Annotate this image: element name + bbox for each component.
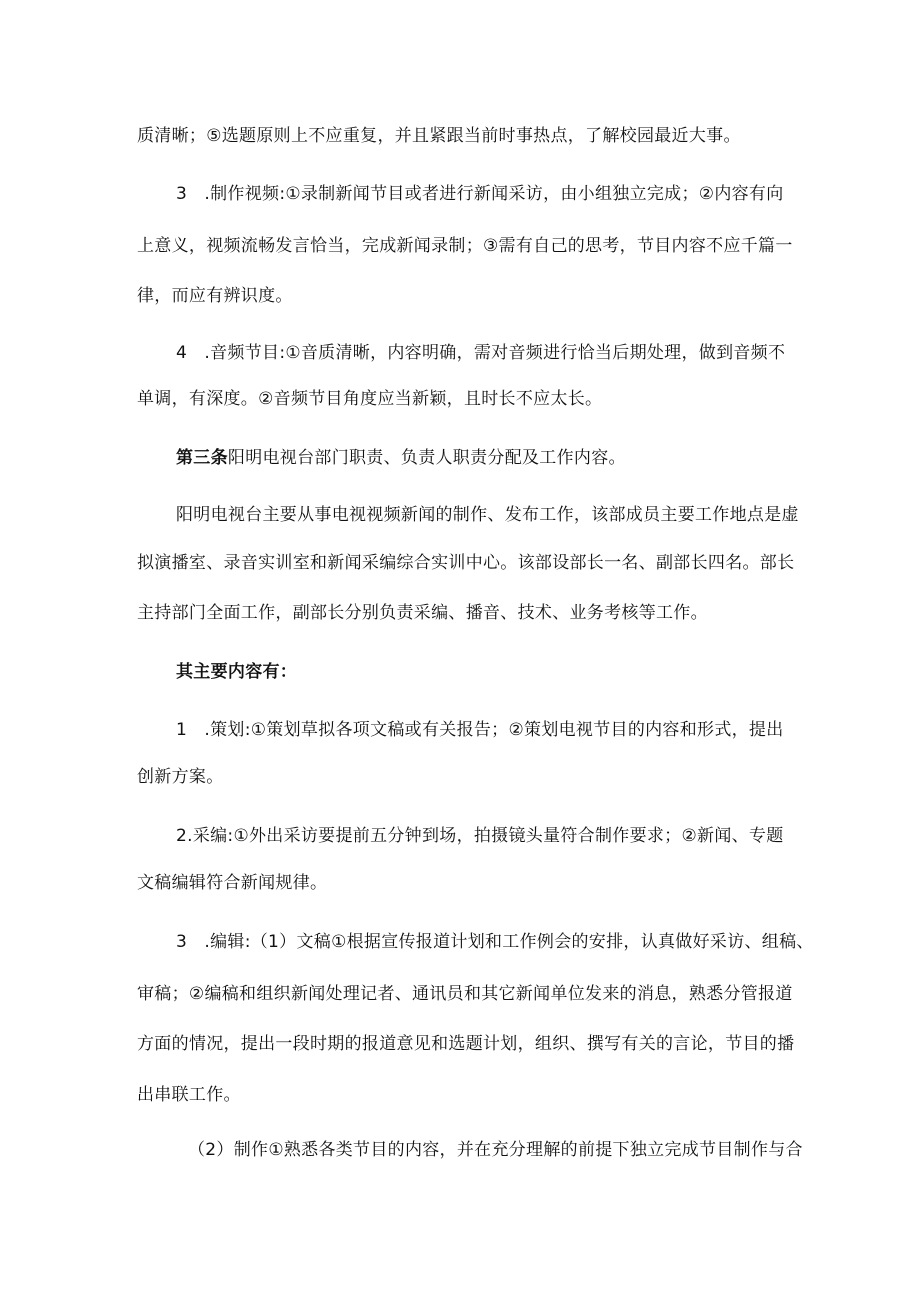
- text-line: 主持部门全面工作，副部长分别负责采编、播音、技术、业务考核等工作。: [137, 603, 708, 623]
- text-line: 拟演播室、录音实训室和新闻采编综合实训中心。该部设部长一名、副部长四名。部长: [137, 553, 795, 573]
- text-line: 律，而应有辨识度。: [137, 286, 293, 306]
- text-line: 阳明电视台主要从事电视视频新闻的制作、发布工作，该部成员主要工作地点是虚: [176, 505, 799, 525]
- text-line: 2.采编:①外出采访要提前五分钟到场，拍摄镜头量符合制作要求；②新闻、专题: [176, 826, 784, 846]
- text-line: 1 .策划:①策划草拟各项文稿或有关报告；②策划电视节目的内容和形式，提出: [176, 720, 784, 740]
- article-three: [176, 446, 626, 470]
- text-line: 3 .编辑:（1）文稿①根据宣传报道计划和工作例会的安排，认真做好采访、组稿、: [176, 932, 814, 952]
- paragraph-intro-end: 质清晰；⑤选题原则上不应重复，并且紧跟当前时事热点，了解校园最近大事。: [137, 126, 741, 146]
- text-line: 单调，有深度。②音频节目角度应当新颖，且时长不应太长。: [137, 389, 603, 409]
- article-three-title: 阳明电视台部门职责、负责人职责分配及工作内容。: [227, 448, 626, 468]
- text-line: 方面的情况，提出一段时期的报道意见和选题计划，组织、撰写有关的言论，节目的播: [137, 1034, 795, 1054]
- text-line: 4 .音频节目:①音质清晰，内容明确，需对音频进行恰当后期处理，做到音频不: [176, 343, 786, 363]
- item-editing-production: （2）制作①熟悉各类节目的内容，并在充分理解的前提下独立完成节目制作与合: [188, 1140, 803, 1160]
- text-line: 审稿；②编稿和组织新闻处理记者、通讯员和其它新闻单位发来的消息，熟悉分管报道: [137, 984, 793, 1004]
- text-line: 出串联工作。: [137, 1085, 241, 1105]
- text-line: 创新方案。: [137, 767, 224, 787]
- text-line: 文稿编辑符合新闻规律。: [137, 873, 328, 893]
- text-line: 3 .制作视频:①录制新闻节目或者进行新闻采访，由小组独立完成；②内容有向: [176, 184, 784, 204]
- text-line: 上意义，视频流畅发言恰当，完成新闻录制；③需有自己的思考，节目内容不应千篇一: [137, 236, 793, 256]
- article-three-heading: 第三条: [176, 448, 228, 468]
- main-content-heading: 其主要内容有：: [176, 662, 298, 682]
